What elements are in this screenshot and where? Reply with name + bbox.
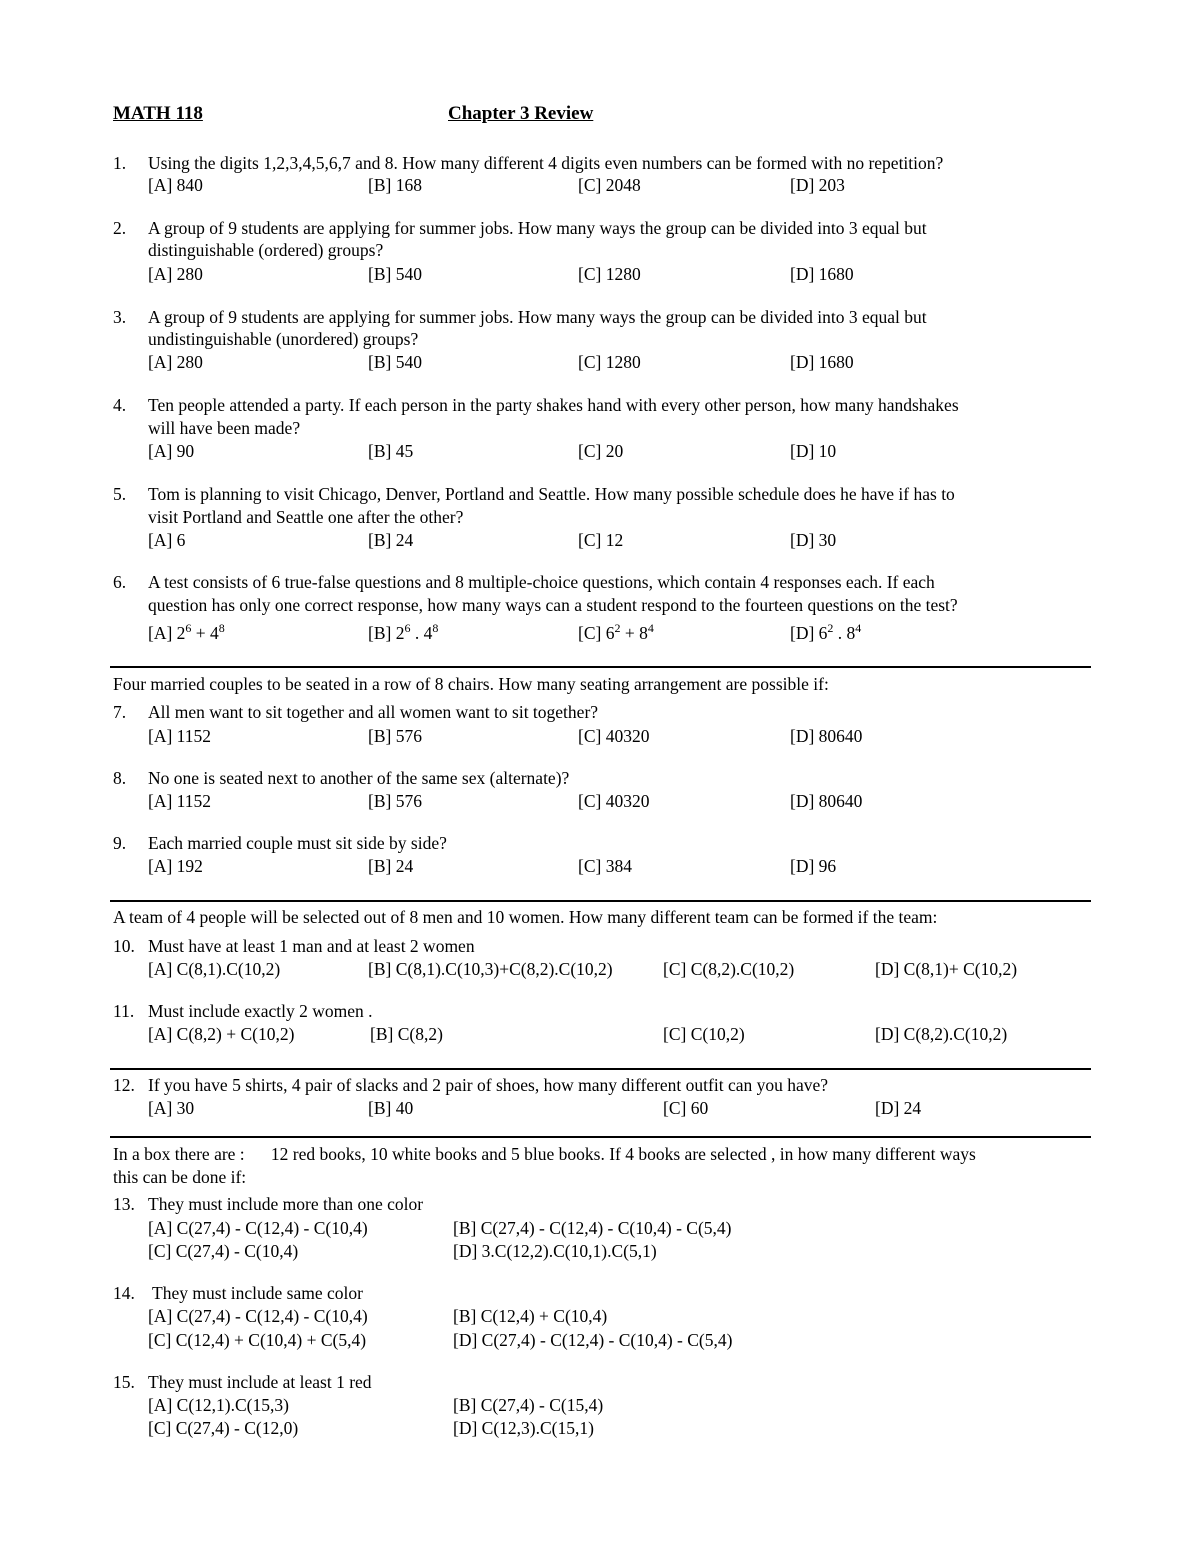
choice-d: [D] 3.C(12,2).C(10,1).C(5,1)	[453, 1241, 657, 1261]
question-text: A test consists of 6 true-false questions and 8 multiple-choice questions, which contain 4 responses each. If each	[148, 572, 935, 592]
choice-b: [B] 540	[368, 352, 422, 372]
question-text-cont: question has only one correct response, how many ways can a student respond to the fourteen questions on the test?	[148, 595, 958, 615]
choice-c	[578, 622, 654, 646]
choice-b: [B] 168	[368, 175, 422, 195]
question-number: 15.	[113, 1372, 135, 1392]
choice-d: [D] 80640	[790, 726, 863, 746]
choice-a: [A] 280	[148, 352, 203, 372]
question-number: 1.	[113, 153, 127, 173]
choice-b: [B] C(8,2)	[370, 1024, 443, 1044]
choice-c: [C] 40320	[578, 726, 650, 746]
section-divider	[110, 900, 1091, 902]
question-number: 10.	[113, 936, 135, 956]
choice-c: [C] 60	[663, 1098, 709, 1118]
question-text: A group of 9 students are applying for summer jobs. How many ways the group can be divided into 3 equal but	[148, 307, 927, 327]
question-text: Must have at least 1 man and at least 2 women	[148, 936, 475, 956]
question-text: They must include at least 1 red	[148, 1372, 372, 1392]
choice-d	[790, 622, 861, 646]
choice-c-exponent-2: 4	[647, 621, 654, 635]
choice-c-base: [C] 6	[578, 623, 615, 643]
question-text-cont: undistinguishable (unordered) groups?	[148, 329, 419, 349]
choice-a-exponent-2: 8	[218, 621, 225, 635]
choice-c-exponent-1: 2	[614, 621, 621, 635]
choice-a-exponent-1: 6	[185, 621, 192, 635]
section-divider	[110, 1136, 1091, 1138]
question-number: 7.	[113, 702, 127, 722]
choice-b: [B] 24	[368, 856, 414, 876]
choice-a: [A] 280	[148, 264, 203, 284]
choice-a	[148, 622, 225, 646]
section-intro: Four married couples to be seated in a row of 8 chairs. How many seating arrangement are possible if:	[113, 674, 829, 694]
choice-b: [B] C(8,1).C(10,3)+C(8,2).C(10,2)	[368, 959, 613, 979]
choice-a: [A] C(8,1).C(10,2)	[148, 959, 281, 979]
question-number: 14.	[113, 1283, 135, 1303]
choice-c: [C] 1280	[578, 264, 641, 284]
question-text: They must include same color	[148, 1283, 363, 1303]
choice-d-base: [D] 6	[790, 623, 828, 643]
choice-b-operator: . 4	[410, 623, 433, 643]
question-text: They must include more than one color	[148, 1194, 424, 1214]
choice-c: [C] C(8,2).C(10,2)	[663, 959, 795, 979]
choice-c: [C] 20	[578, 441, 624, 461]
choice-b: [B] C(12,4) + C(10,4)	[453, 1306, 608, 1326]
question-text: Ten people attended a party. If each person in the party shakes hand with every other person, how many handshakes	[148, 395, 959, 415]
choice-d: [D] C(8,2).C(10,2)	[875, 1024, 1008, 1044]
question-number: 6.	[113, 572, 127, 592]
question-number: 5.	[113, 484, 127, 504]
choice-d: [D] 96	[790, 856, 837, 876]
question-text: If you have 5 shirts, 4 pair of slacks and 2 pair of shoes, how many different outfit can you have?	[148, 1075, 829, 1095]
choice-d-operator: . 8	[833, 623, 856, 643]
choice-b: [B] 540	[368, 264, 422, 284]
choice-c: [C] 384	[578, 856, 632, 876]
choice-b-base: [B] 2	[368, 623, 405, 643]
choice-c-operator: + 8	[620, 623, 648, 643]
choice-b	[368, 622, 438, 646]
choice-b-exponent-1: 6	[404, 621, 411, 635]
choice-d: [D] 10	[790, 441, 837, 461]
choice-b: [B] C(27,4) - C(12,4) - C(10,4) - C(5,4)	[453, 1218, 732, 1238]
choice-d: [D] 24	[875, 1098, 922, 1118]
choice-a: [A] 192	[148, 856, 203, 876]
course-title: MATH 118	[113, 103, 203, 124]
page-title: Chapter 3 Review	[448, 103, 594, 124]
question-text-cont: distinguishable (ordered) groups?	[148, 240, 384, 260]
choice-d: [D] 1680	[790, 264, 854, 284]
question-text-cont: visit Portland and Seattle one after the other?	[148, 507, 464, 527]
choice-a: [A] C(27,4) - C(12,4) - C(10,4)	[148, 1218, 368, 1238]
choice-a: [A] 6	[148, 530, 186, 550]
choice-c: [C] 40320	[578, 791, 650, 811]
choice-b: [B] 576	[368, 791, 422, 811]
question-number: 12.	[113, 1075, 135, 1095]
question-number: 3.	[113, 307, 127, 327]
choice-d: [D] C(27,4) - C(12,4) - C(10,4) - C(5,4)	[453, 1330, 733, 1350]
choice-a: [A] 90	[148, 441, 195, 461]
choice-b: [B] 45	[368, 441, 414, 461]
choice-c: [C] 1280	[578, 352, 641, 372]
question-number: 8.	[113, 768, 127, 788]
choice-d: [D] C(8,1)+ C(10,2)	[875, 959, 1018, 979]
section-divider	[110, 1068, 1091, 1070]
choice-a: [A] 30	[148, 1098, 195, 1118]
choice-d-exponent-1: 2	[827, 621, 834, 635]
question-number: 11.	[113, 1001, 135, 1021]
choice-b: [B] 40	[368, 1098, 414, 1118]
choice-d: [D] C(12,3).C(15,1)	[453, 1418, 594, 1438]
question-text: Must include exactly 2 women .	[148, 1001, 373, 1021]
question-text: Tom is planning to visit Chicago, Denver, Portland and Seattle. How many possible schedule does he have if has to	[148, 484, 955, 504]
question-number: 4.	[113, 395, 127, 415]
choice-d: [D] 30	[790, 530, 837, 550]
section-intro: A team of 4 people will be selected out of 8 men and 10 women. How many different team can be formed if the team:	[113, 907, 938, 927]
question-number: 9.	[113, 833, 127, 853]
choice-c: [C] C(27,4) - C(12,0)	[148, 1418, 299, 1438]
choice-d: [D] 1680	[790, 352, 854, 372]
choice-a: [A] C(8,2) + C(10,2)	[148, 1024, 295, 1044]
choice-a-base: [A] 2	[148, 623, 186, 643]
choice-a: [A] 1152	[148, 726, 212, 746]
choice-d: [D] 203	[790, 175, 845, 195]
choice-b: [B] 576	[368, 726, 422, 746]
choice-a: [A] C(12,1).C(15,3)	[148, 1395, 289, 1415]
question-text: Using the digits 1,2,3,4,5,6,7 and 8. How many different 4 digits even numbers can be formed with no repetition?	[148, 153, 944, 173]
section-intro-cont: this can be done if:	[113, 1167, 247, 1187]
choice-c: [C] C(12,4) + C(10,4) + C(5,4)	[148, 1330, 367, 1350]
choice-c: [C] 2048	[578, 175, 641, 195]
choice-a: [A] 1152	[148, 791, 212, 811]
question-text: No one is seated next to another of the same sex (alternate)?	[148, 768, 570, 788]
section-divider	[110, 666, 1091, 668]
choice-b-exponent-2: 8	[432, 621, 439, 635]
choice-b: [B] 24	[368, 530, 414, 550]
choice-a-operator: + 4	[191, 623, 219, 643]
choice-a: [A] 840	[148, 175, 203, 195]
question-number: 13.	[113, 1194, 135, 1214]
question-text: Each married couple must sit side by side?	[148, 833, 447, 853]
question-text: A group of 9 students are applying for summer jobs. How many ways the group can be divided into 3 equal but	[148, 218, 927, 238]
section-intro: In a box there are : 12 red books, 10 white books and 5 blue books. If 4 books are selected , in how many different ways	[113, 1144, 976, 1164]
choice-a: [A] C(27,4) - C(12,4) - C(10,4)	[148, 1306, 368, 1326]
question-text: All men want to sit together and all women want to sit together?	[148, 702, 599, 722]
choice-b: [B] C(27,4) - C(15,4)	[453, 1395, 604, 1415]
choice-d-exponent-2: 4	[855, 621, 862, 635]
choice-c: [C] C(10,2)	[663, 1024, 745, 1044]
choice-c: [C] 12	[578, 530, 624, 550]
question-text-cont: will have been made?	[148, 418, 301, 438]
choice-c: [C] C(27,4) - C(10,4)	[148, 1241, 299, 1261]
question-number: 2.	[113, 218, 127, 238]
choice-d: [D] 80640	[790, 791, 863, 811]
